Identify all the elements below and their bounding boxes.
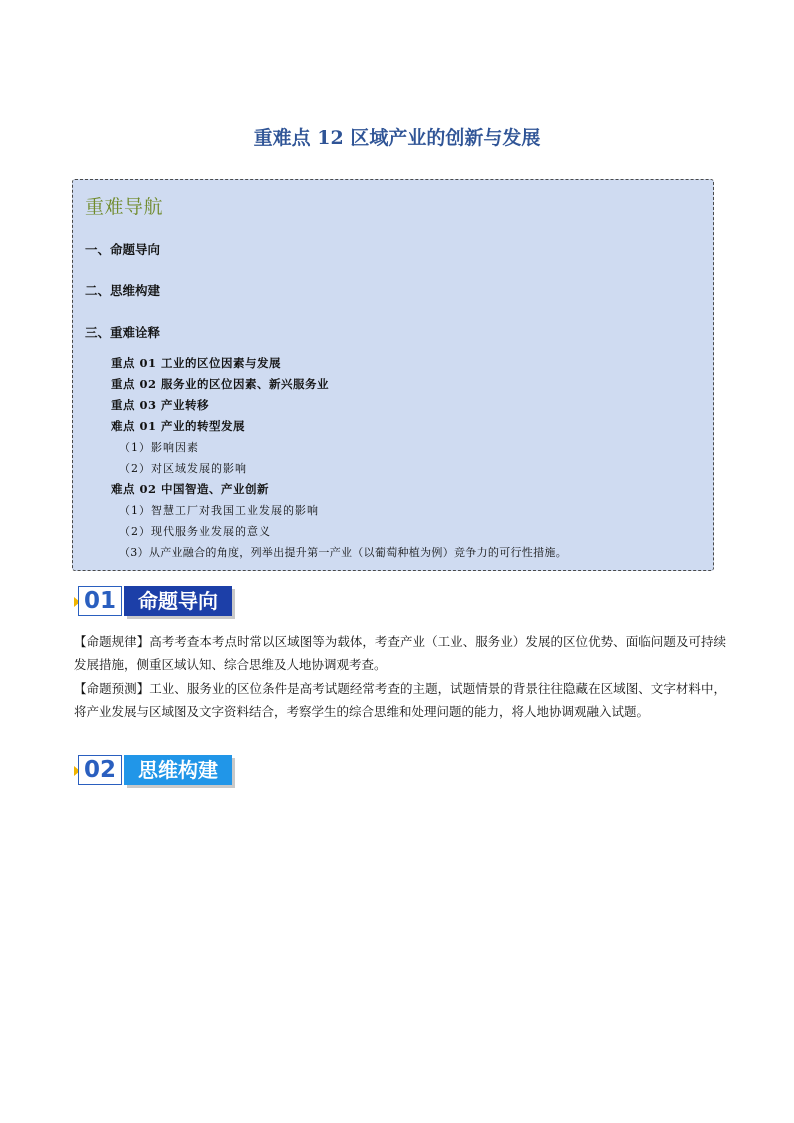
nav-subitem: （2）现代服务业发展的意义 xyxy=(119,525,271,538)
section-label: 命题导向 xyxy=(124,586,232,616)
nav-item: 难点 01 产业的转型发展 xyxy=(111,419,246,433)
nav-item: 难点 02 中国智造、产业创新 xyxy=(111,482,270,496)
nav-section-explanation: 三、重难诠释 xyxy=(85,325,161,340)
nav-section-thinking: 二、思维构建 xyxy=(85,283,161,298)
navigation-box xyxy=(72,179,714,571)
nav-subitem: （1）智慧工厂对我国工业发展的影响 xyxy=(119,504,319,517)
section-number: 02 xyxy=(78,755,122,785)
navigation-heading: 重难导航 xyxy=(85,196,164,218)
nav-item: 重点 02 服务业的区位因素、新兴服务业 xyxy=(111,377,330,391)
nav-item: 重点 03 产业转移 xyxy=(111,398,210,412)
nav-section-proposition: 一、命题导向 xyxy=(85,242,161,257)
section-number: 01 xyxy=(78,586,122,616)
nav-subitem: （3）从产业融合的角度，列举出提升第一产业（以葡萄种植为例）竞争力的可行性措施。 xyxy=(119,546,567,559)
paragraph-pattern: 【命题规律】高考考查本考点时常以区域图等为载体，考查产业（工业、服务业）发展的区位优势、面临问题及可持续发展措施，侧重区域认知、综合思维及人地协调观考查。 xyxy=(74,634,726,672)
nav-item: 重点 01 工业的区位因素与发展 xyxy=(111,356,282,370)
page-title: 重难点 12 区域产业的创新与发展 xyxy=(253,127,541,149)
nav-subitem: （1）影响因素 xyxy=(119,441,199,454)
section-label: 思维构建 xyxy=(124,755,232,785)
nav-subitem: （2）对区域发展的影响 xyxy=(119,462,247,475)
paragraph-prediction: 【命题预测】工业、服务业的区位条件是高考试题经常考查的主题，试题情景的背景往往隐藏在区域图、文字材料中，将产业发展与区域图及文字资料结合，考察学生的综合思维和处理问题的能力，将人地协调观融入试题。 xyxy=(74,681,726,719)
